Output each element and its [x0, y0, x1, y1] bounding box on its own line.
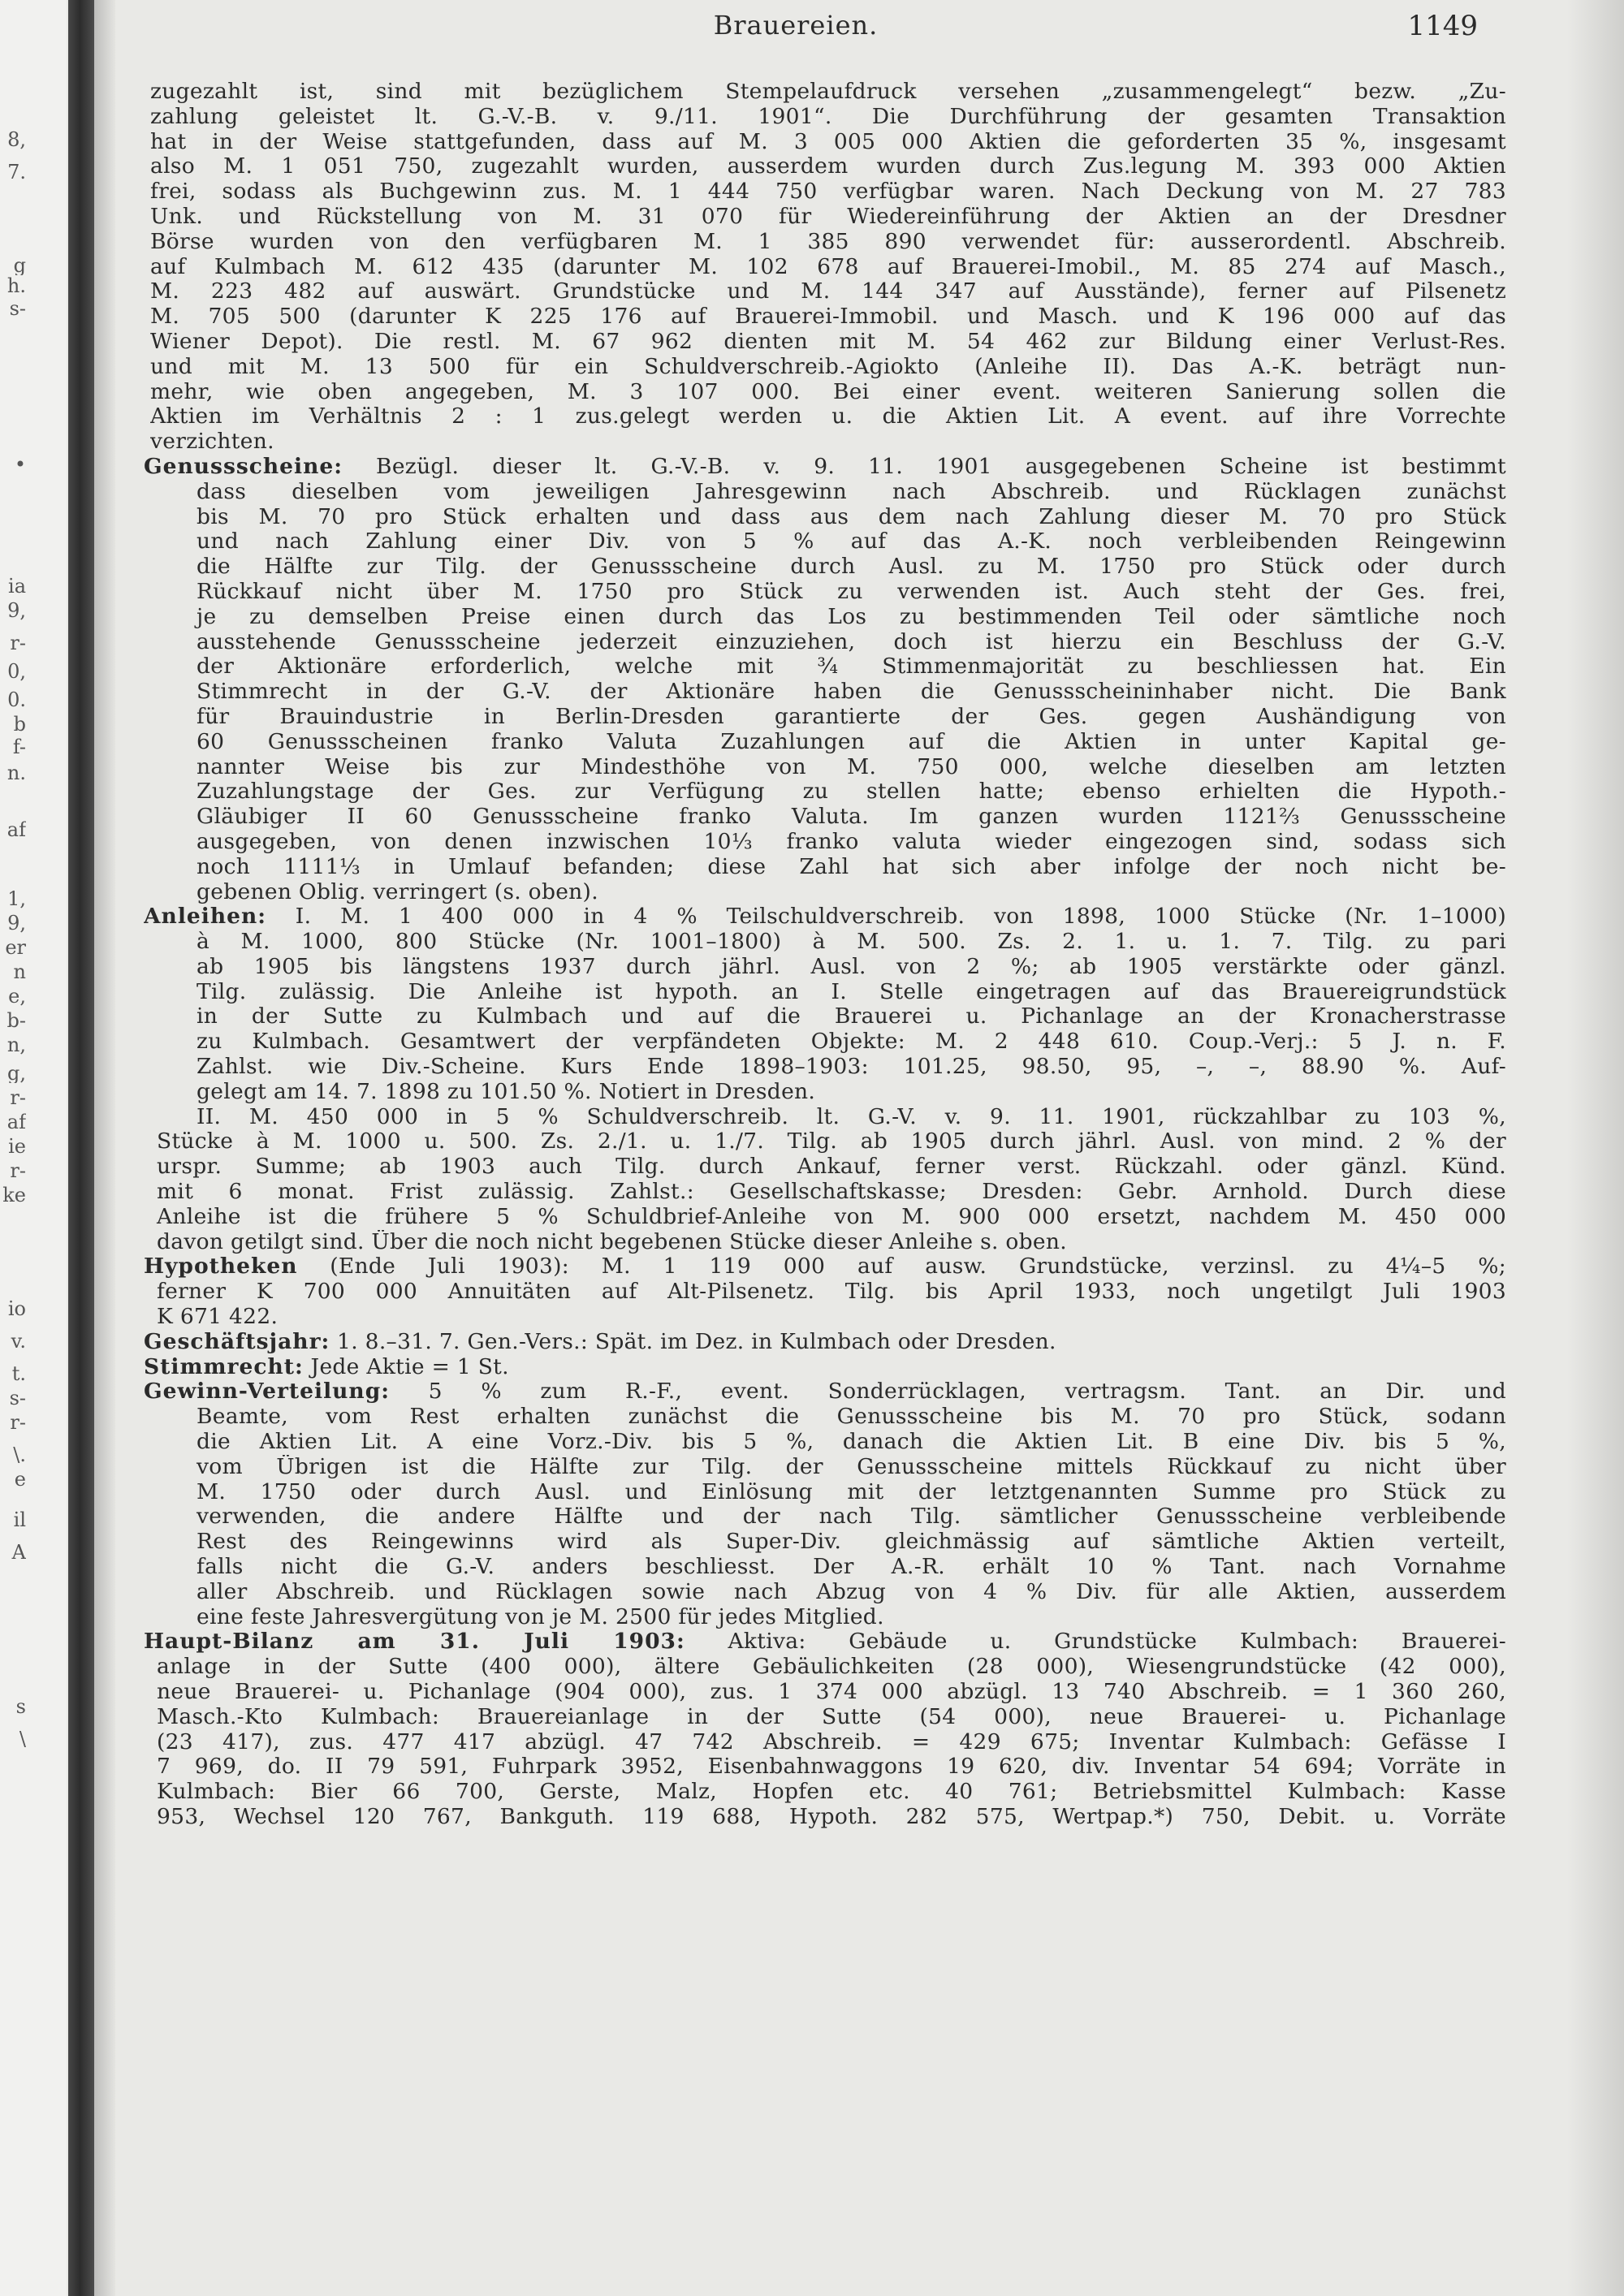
- text-line: verzichten.: [150, 429, 274, 455]
- margin-fragment: r-: [10, 1161, 26, 1180]
- text-line: Rückkauf nicht über M. 1750 pro Stück zu verwenden ist. Auch steht der Ges. frei,: [197, 579, 1506, 604]
- margin-fragment: e,: [8, 986, 26, 1006]
- text-line: Stücke à M. 1000 u. 500. Zs. 2./1. u. 1./7. Tilg. ab 1905 durch jährl. Ausl. von mind. 2 % der: [157, 1129, 1506, 1154]
- text-line: vom Übrigen ist die Hälfte zur Tilg. der Genussscheine mittels Rückkauf zu nicht über: [197, 1454, 1506, 1479]
- margin-fragment: g,: [7, 1064, 26, 1083]
- margin-fragment: er: [5, 938, 26, 957]
- text-line: und mit M. 13 500 für ein Schuldverschreib.-Agiokto (Anleihe II). Das A.-K. beträgt nun-: [150, 354, 1506, 379]
- margin-fragment: af: [6, 1112, 26, 1132]
- margin-fragment: b: [13, 714, 26, 734]
- margin-fragment: 9,: [7, 601, 26, 620]
- margin-fragment: 7.: [7, 162, 26, 182]
- margin-fragment: s-: [9, 1388, 26, 1408]
- section-paragraph: [144, 1629, 1506, 1829]
- margin-fragment: •: [14, 455, 26, 474]
- section-paragraph: [144, 1379, 1506, 1629]
- margin-fragment: n: [13, 962, 26, 982]
- section-paragraph: [144, 1354, 1506, 1380]
- margin-fragment: v.: [11, 1331, 26, 1351]
- intro-paragraph: [150, 80, 1506, 455]
- text-line: 953, Wechsel 120 767, Bankguth. 119 688, Hypoth. 282 575, Wertpap.*) 750, Debit. u. Vorräte: [157, 1804, 1506, 1829]
- text-line: Aktien im Verhältnis 2 : 1 zus.gelegt werden u. die Aktien Lit. A event. auf ihre Vorrechte: [150, 404, 1506, 429]
- text-line: Zahlst. wie Div.-Scheine. Kurs Ende 1898–1903: 101.25, 98.50, 95, –, –, 88.90 %. Auf-: [197, 1055, 1506, 1080]
- section-heading: Haupt-Bilanz am 31. Juli 1903:: [144, 1629, 685, 1655]
- line-text: Bezügl. dieser lt. G.-V.-B. v. 9. 11. 1901 ausgegebenen Scheine ist bestimmt: [376, 454, 1506, 479]
- section-heading: Gewinn-Verteilung:: [144, 1379, 391, 1405]
- text-line: die Hälfte zur Tilg. der Genussscheine durch Ausl. zu M. 1750 pro Stück oder durch: [197, 555, 1506, 580]
- margin-fragment: h.: [6, 276, 26, 296]
- section-paragraph: [144, 454, 1506, 904]
- text-line: Tilg. zulässig. Die Anleihe ist hypoth. an I. Stelle eingetragen auf das Brauereigrundstück: [197, 979, 1506, 1004]
- margin-fragment: n,: [6, 1035, 26, 1055]
- margin-fragment: s: [15, 1697, 26, 1716]
- text-line: [144, 1254, 1506, 1280]
- text-line: [144, 1330, 1506, 1355]
- line-text: (Ende Juli 1903): M. 1 119 000 auf ausw. Grundstücke, verzinsl. zu 4¼–5 %;: [330, 1254, 1506, 1280]
- text-line: Masch.-Kto Kulmbach: Brauereianlage in der Sutte (54 000), neue Brauerei- u. Pichanlage: [157, 1704, 1506, 1729]
- margin-fragment: 9,: [7, 913, 26, 933]
- margin-fragment: 8,: [7, 130, 26, 149]
- margin-fragment: af: [6, 820, 26, 839]
- text-line: à M. 1000, 800 Stücke (Nr. 1001–1800) à M. 500. Zs. 2. 1. u. 1. 7. Tilg. zu pari: [197, 930, 1506, 955]
- page-edge-shadow: [1567, 0, 1624, 2296]
- page-gutter: [94, 0, 115, 2296]
- text-line: Gläubiger II 60 Genussscheine franko Valuta. Im ganzen wurden 1121⅔ Genussscheine: [197, 805, 1506, 830]
- line-text: 1. 8.–31. 7. Gen.-Vers.: Spät. im Dez. in Kulmbach oder Dresden.: [337, 1329, 1056, 1354]
- text-line: Börse wurden von den verfügbaren M. 1 385 890 verwendet für: ausserordentl. Abschreib.: [150, 229, 1506, 254]
- text-line: in der Sutte zu Kulmbach und auf die Brauerei u. Pichanlage an der Kronacherstrasse: [197, 1004, 1506, 1029]
- text-line: II. M. 450 000 in 5 % Schuldverschreib. lt. G.-V. v. 9. 11. 1901, rückzahlbar zu 103 %,: [197, 1104, 1506, 1129]
- text-line: hat in der Weise stattgefunden, dass auf M. 3 005 000 Aktien die geforderten 35 %, insgesamt: [150, 129, 1506, 154]
- text-line: 7 969, do. II 79 591, Fuhrpark 3952, Eisenbahnwaggons 19 620, div. Inventar 54 694; Vorräte in: [157, 1754, 1506, 1780]
- margin-fragment: \.: [13, 1445, 26, 1465]
- text-line: je zu demselben Preise einen durch das Los zu bestimmenden Teil oder sämtliche noch: [197, 604, 1506, 629]
- text-line: zugezahlt ist, sind mit bezüglichem Stempelaufdruck versehen „zusammengelegt“ bezw. „Zu-: [150, 80, 1506, 104]
- text-line: Wiener Depot). Die restl. M. 67 962 dienten mit M. 54 462 zur Bildung einer Verlust-Res.: [150, 329, 1506, 354]
- book-spine-shadow: [68, 0, 94, 2296]
- margin-fragment: ke: [2, 1185, 26, 1205]
- margin-fragment: b-: [6, 1011, 26, 1030]
- text-line: [144, 1355, 1506, 1380]
- line-text: Aktiva: Gebäude u. Grundstücke Kulmbach: Brauerei-: [728, 1629, 1506, 1655]
- text-line: noch 1111⅓ in Umlauf befanden; diese Zahl hat sich aber infolge der noch nicht be-: [197, 854, 1506, 879]
- margin-fragment: r-: [10, 1413, 26, 1432]
- text-line: Rest des Reingewinns wird als Super-Div. gleichmässig auf sämtliche Aktien verteilt,: [197, 1530, 1506, 1555]
- text-line: M. 223 482 auf auswärt. Grundstücke und M. 144 347 auf Ausstände), ferner auf Pilsenetz: [150, 279, 1506, 304]
- book-page: [114, 0, 1575, 2296]
- line-text: 5 % zum R.-F., event. Sonderrücklagen, vertragsm. Tant. an Dir. und: [428, 1379, 1506, 1405]
- text-line: falls nicht die G.-V. anders beschliesst. Der A.-R. erhält 10 % Tant. nach Vornahme: [197, 1555, 1506, 1580]
- text-line: und nach Zahlung einer Div. von 5 % auf das A.-K. noch verbleibenden Reingewinn: [197, 529, 1506, 555]
- text-line: ferner K 700 000 Annuitäten auf Alt-Pilsenetz. Tilg. bis April 1933, noch ungetilgt Juli 1903: [157, 1280, 1506, 1305]
- text-line: ausstehende Genussscheine jederzeit einzuziehen, doch ist hierzu ein Beschluss der G.-V.: [197, 629, 1506, 654]
- text-line: davon getilgt sind. Über die noch nicht begebenen Stücke dieser Anleihe s. oben.: [157, 1229, 1068, 1254]
- text-line: gelegt am 14. 7. 1898 zu 101.50 %. Notiert in Dresden.: [197, 1079, 816, 1104]
- text-line: anlage in der Sutte (400 000), ältere Gebäulichkeiten (28 000), Wiesengrundstücke (42 000),: [157, 1655, 1506, 1680]
- section-paragraph: [144, 904, 1506, 1254]
- text-line: ab 1905 bis längstens 1937 durch jährl. Ausl. von 2 %; ab 1905 verstärkte oder gänzl.: [197, 954, 1506, 979]
- text-line: auf Kulmbach M. 612 435 (darunter M. 102 678 auf Brauerei-Imobil., M. 85 274 auf Masch.,: [150, 254, 1506, 279]
- margin-fragment: il: [13, 1510, 26, 1530]
- margin-fragment: r-: [10, 633, 26, 653]
- margin-fragment: 0.: [7, 690, 26, 710]
- section-heading: Stimmrecht:: [144, 1354, 304, 1379]
- section-paragraph: [144, 1254, 1506, 1330]
- previous-page-margin: [0, 0, 67, 2296]
- text-line: [144, 904, 1506, 930]
- text-line: Stimmrecht in der G.-V. der Aktionäre haben die Genussscheininhaber nicht. Die Bank: [197, 680, 1506, 705]
- section-heading: Hypotheken: [144, 1254, 298, 1280]
- text-line: M. 1750 oder durch Ausl. und Einlösung mit der letztgenannten Summe pro Stück zu: [197, 1479, 1506, 1504]
- text-line: der Aktionäre erforderlich, welche mit ¾ Stimmenmajorität zu beschliessen hat. Ein: [197, 654, 1506, 680]
- margin-fragment: io: [7, 1299, 26, 1318]
- text-line: bis M. 70 pro Stück erhalten und dass aus dem nach Zahlung dieser M. 70 pro Stück: [197, 504, 1506, 529]
- text-line: Kulmbach: Bier 66 700, Gerste, Malz, Hopfen etc. 40 761; Betriebsmittel Kulmbach: Kasse: [157, 1780, 1506, 1805]
- text-line: zu Kulmbach. Gesamtwert der verpfändeten Objekte: M. 2 448 610. Coup.-Verj.: 5 J. n. F.: [197, 1029, 1506, 1055]
- margin-fragment: t.: [11, 1364, 26, 1383]
- text-line: mit 6 monat. Frist zulässig. Zahlst.: Gesellschaftskasse; Dresden: Gebr. Arnhold. Durch diese: [157, 1180, 1506, 1205]
- page-number: 1149: [1407, 10, 1478, 42]
- margin-fragment: 1,: [7, 889, 26, 908]
- page-body: [144, 80, 1506, 1830]
- text-line: dass dieselben vom jeweiligen Jahresgewinn nach Abschreib. und Rücklagen zunächst: [197, 479, 1506, 504]
- section-paragraph: [144, 1329, 1506, 1355]
- text-line: frei, sodass als Buchgewinn zus. M. 1 444 750 verfügbar waren. Nach Deckung von M. 27 783: [150, 179, 1506, 205]
- margin-fragment: s-: [9, 299, 26, 318]
- text-line: eine feste Jahresvergütung von je M. 2500 für jedes Mitglied.: [197, 1604, 884, 1629]
- text-line: die Aktien Lit. A eine Vorz.-Div. bis 5 %, danach die Aktien Lit. B eine Div. bis 5 %,: [197, 1430, 1506, 1455]
- section-heading: Anleihen:: [144, 904, 266, 930]
- text-line: Unk. und Rückstellung von M. 31 070 für Wiedereinführung der Aktien an der Dresdner: [150, 204, 1506, 229]
- text-line: für Brauindustrie in Berlin-Dresden garantierte der Ges. gegen Aushändigung von: [197, 704, 1506, 729]
- text-line: ausgegeben, von denen inzwischen 10⅓ franko valuta wieder eingezogen sind, sodass sich: [197, 829, 1506, 854]
- margin-fragment: \: [19, 1729, 26, 1749]
- text-line: zahlung geleistet lt. G.-V.-B. v. 9./11. 1901“. Die Durchführung der gesamten Transaktion: [150, 104, 1506, 129]
- running-title: Brauereien.: [713, 10, 879, 41]
- section-heading: Genussscheine:: [144, 454, 343, 479]
- margin-fragment: g: [13, 256, 26, 275]
- section-heading: Geschäftsjahr:: [144, 1329, 330, 1354]
- text-line: aller Abschreib. und Rücklagen sowie nach Abzug von 4 % Div. für alle Aktien, ausserdem: [197, 1579, 1506, 1604]
- text-line: [144, 1379, 1506, 1405]
- page-header: [114, 10, 1478, 50]
- margin-fragment: r-: [10, 1088, 26, 1107]
- text-line: (23 417), zus. 477 417 abzügl. 47 742 Abschreib. = 429 675; Inventar Kulmbach: Gefässe I: [157, 1729, 1506, 1754]
- text-line: Beamte, vom Rest erhalten zunächst die Genussscheine bis M. 70 pro Stück, sodann: [197, 1405, 1506, 1430]
- margin-fragment: ia: [8, 576, 26, 596]
- text-line: Zuzahlungstage der Ges. zur Verfügung zu stellen hatte; ebenso erhielten die Hypoth.-: [197, 779, 1506, 805]
- text-line: Anleihe ist die frühere 5 % Schuldbrief-Anleihe von M. 900 000 ersetzt, nachdem M. 450 000: [157, 1204, 1506, 1229]
- line-text: I. M. 1 400 000 in 4 % Teilschuldverschreib. von 1898, 1000 Stücke (Nr. 1–1000): [295, 904, 1506, 930]
- margin-fragment: 0,: [7, 662, 26, 681]
- text-line: [144, 455, 1506, 480]
- text-line: [144, 1629, 1506, 1655]
- text-line: K 671 422.: [157, 1305, 279, 1330]
- text-line: gebenen Oblig. verringert (s. oben).: [197, 879, 598, 904]
- text-line: urspr. Summe; ab 1903 auch Tilg. durch Ankauf, ferner verst. Rückzahl. oder gänzl. Künd.: [157, 1154, 1506, 1180]
- margin-fragment: A: [11, 1543, 26, 1562]
- text-line: neue Brauerei- u. Pichanlage (904 000), zus. 1 374 000 abzügl. 13 740 Abschreib. = 1 360 260,: [157, 1680, 1506, 1704]
- line-text: Jede Aktie = 1 St.: [310, 1354, 509, 1379]
- text-line: mehr, wie oben angegeben, M. 3 107 000. Bei einer event. weiteren Sanierung sollen die: [150, 379, 1506, 404]
- text-line: M. 705 500 (darunter K 225 176 auf Brauerei-Immobil. und Masch. und K 196 000 auf das: [150, 304, 1506, 330]
- text-line: also M. 1 051 750, zugezahlt wurden, ausserdem wurden durch Zus.legung M. 393 000 Aktien: [150, 154, 1506, 179]
- text-line: verwenden, die andere Hälfte und der nach Tilg. sämtlicher Genussscheine verbleibende: [197, 1504, 1506, 1530]
- text-line: 60 Genussscheinen franko Valuta Zuzahlungen auf die Aktien in unter Kapital ge-: [197, 729, 1506, 754]
- margin-fragment: e: [14, 1470, 26, 1489]
- text-line: nannter Weise bis zur Mindesthöhe von M. 750 000, welche dieselben am letzten: [197, 754, 1506, 779]
- margin-fragment: ie: [8, 1137, 26, 1156]
- margin-fragment: n.: [6, 763, 26, 783]
- margin-fragment: f-: [12, 737, 26, 757]
